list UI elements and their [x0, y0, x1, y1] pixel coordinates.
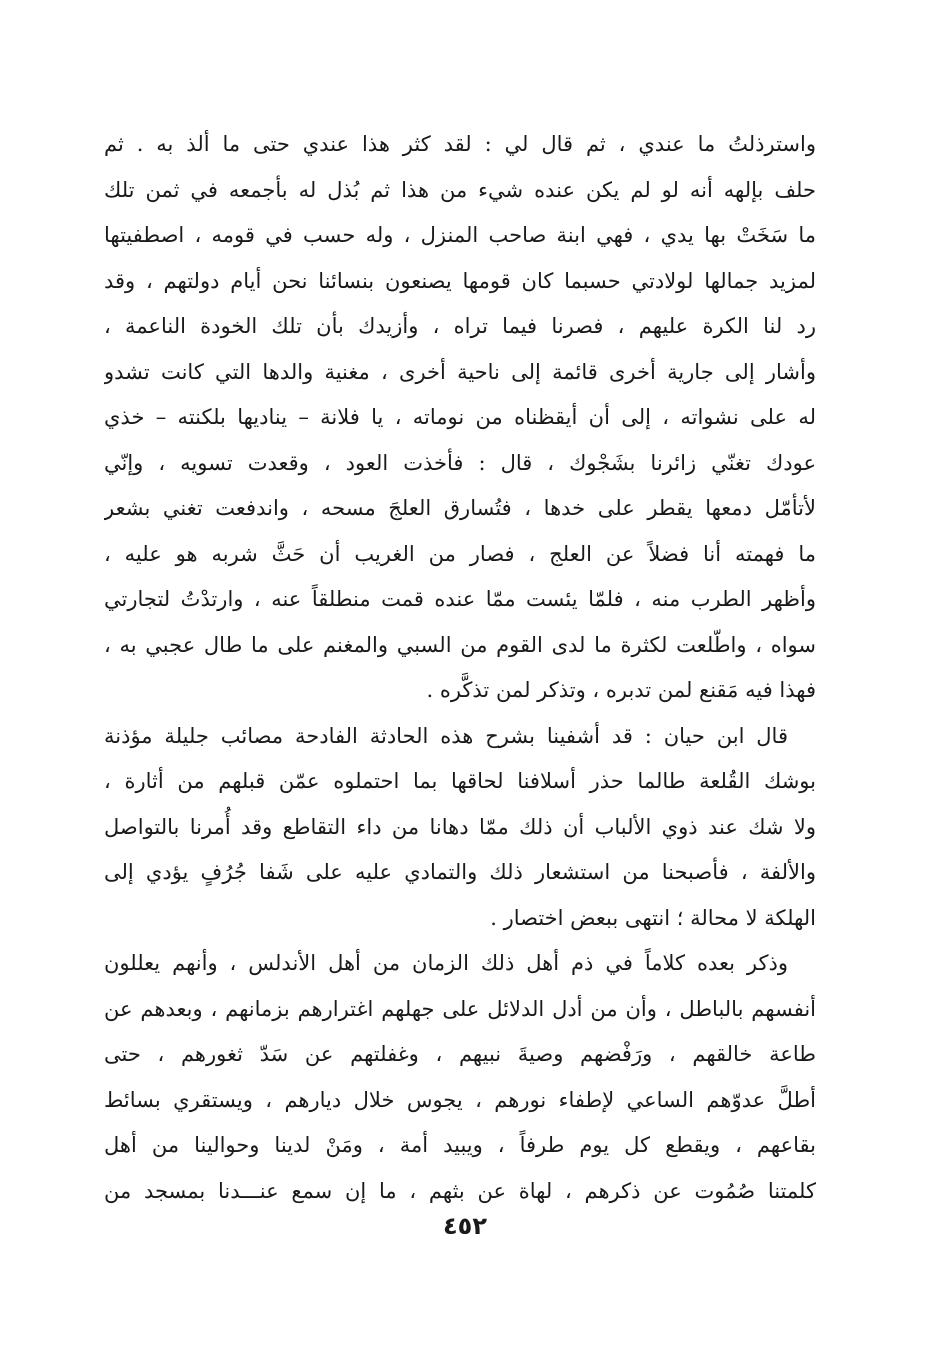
paragraph-start-line: قال ابن حيان : قد أشفينا بشرح هذه الحادثة الفادحة مصائب جليلة مؤذنة [104, 723, 788, 748]
text-line: واسترذلتُ ما عندي ، ثم قال لي : لقد كثر هذا عندي حتى ما ألذ به . ثم [104, 132, 816, 156]
text-line: طاعة خالقهم ، ورَفْضهم وصيةَ نبيهم ، وغفلتهم عن سَدّ ثغورهم ، حتى [104, 1042, 816, 1066]
text-line: ولا شك عند ذوي الألباب أن ذلك ممّا دهانا من داء التقاطع وقد أُمرنا بالتواصل [104, 814, 816, 839]
text-line: أنفسهم بالباطل ، وأن من أدل الدلائل على جهلهم اغترارهم بزمانهم ، وبعدهم عن [104, 996, 816, 1021]
text-line: وأشار إلى جارية أخرى قائمة إلى ناحية أخرى ، مغنية والدها التي كانت تشدو [104, 359, 816, 384]
text-line: الهلكة لا محالة ؛ انتهى ببعض اختصار . [490, 905, 816, 930]
text-line: والألفة ، فأصبحنا من استشعار ذلك والتمادي عليه على شَفا جُرُفٍ يؤدي إلى [104, 860, 816, 884]
text-line: عودك تغنّي زائرنا بشَجْوك ، قال : فأخذت العود ، وقعدت تسويه ، وإنّي [104, 450, 816, 475]
text-line: ما سَخَتْ بها يدي ، فهي ابنة صاحب المنزل ، وله حسب في قومه ، اصطفيتها [104, 223, 816, 247]
text-line: حلف بإلهه أنه لو لم يكن عنده شيء من هذا ثم بُذل له بأجمعه في ثمن تلك [104, 177, 816, 202]
paragraph-start-line: وذكر بعده كلاماً في ذم أهل ذلك الزمان من أهل الأندلس ، وأنهم يعللون [104, 951, 788, 975]
text-line: بقاعهم ، ويقطع كل يوم طرفاً ، ويبيد أمة ، ومَنْ لدينا وحوالينا من أهل [104, 1133, 816, 1157]
text-line: أطلَّ عدوّهم الساعي لإطفاء نورهم ، يجوس خلال ديارهم ، ويستقري بسائط [104, 1087, 816, 1112]
text-line: وأظهر الطرب منه ، فلمّا يئست ممّا عنده قمت منطلقاً عنه ، وارتدْتُ لتجارتي [104, 587, 816, 611]
page-number: ٤٥٢ [443, 1212, 487, 1240]
text-line: سواه ، واطّلعت لكثرة ما لدى القوم من السبي والمغنم على ما طال عجبي به ، [104, 632, 816, 657]
text-line: بوشك القُلعة طالما حذر أسلافنا لحاقها بما احتملوه عمّن قبلهم من أثارة ، [104, 769, 816, 793]
text-line: فهذا فيه مَقنع لمن تدبره ، وتذكر لمن تذكَّره . [426, 678, 816, 702]
body-text [104, 122, 816, 1214]
text-line: لأتأمّل دمعها يقطر على خدها ، فتُسارق العلجَ مسحه ، واندفعت تغني بشعر [104, 496, 816, 520]
text-line: رد لنا الكرة عليهم ، فصرنا فيما تراه ، وأزيدك بأن تلك الخودة الناعمة ، [104, 314, 816, 338]
text-line: لمزيد جمالها لولادتي حسبما كان قومها يصنعون بنسائنا نحن أيام دولتهم ، وقد [104, 268, 816, 293]
text-line: كلمتنا صُمُوت عن ذكرهم ، لهاة عن بثهم ، ما إن سمع عنـــدنا بمسجد من [104, 1178, 816, 1203]
text-line: ما فهمته أنا فضلاً عن العلج ، فصار من الغريب أن حَثَّ شربه هو عليه ، [104, 541, 816, 566]
text-line: له على نشواته ، إلى أن أيقظناه من نوماته ، يا فلانة – يناديها بلكنته – خذي [104, 405, 816, 429]
